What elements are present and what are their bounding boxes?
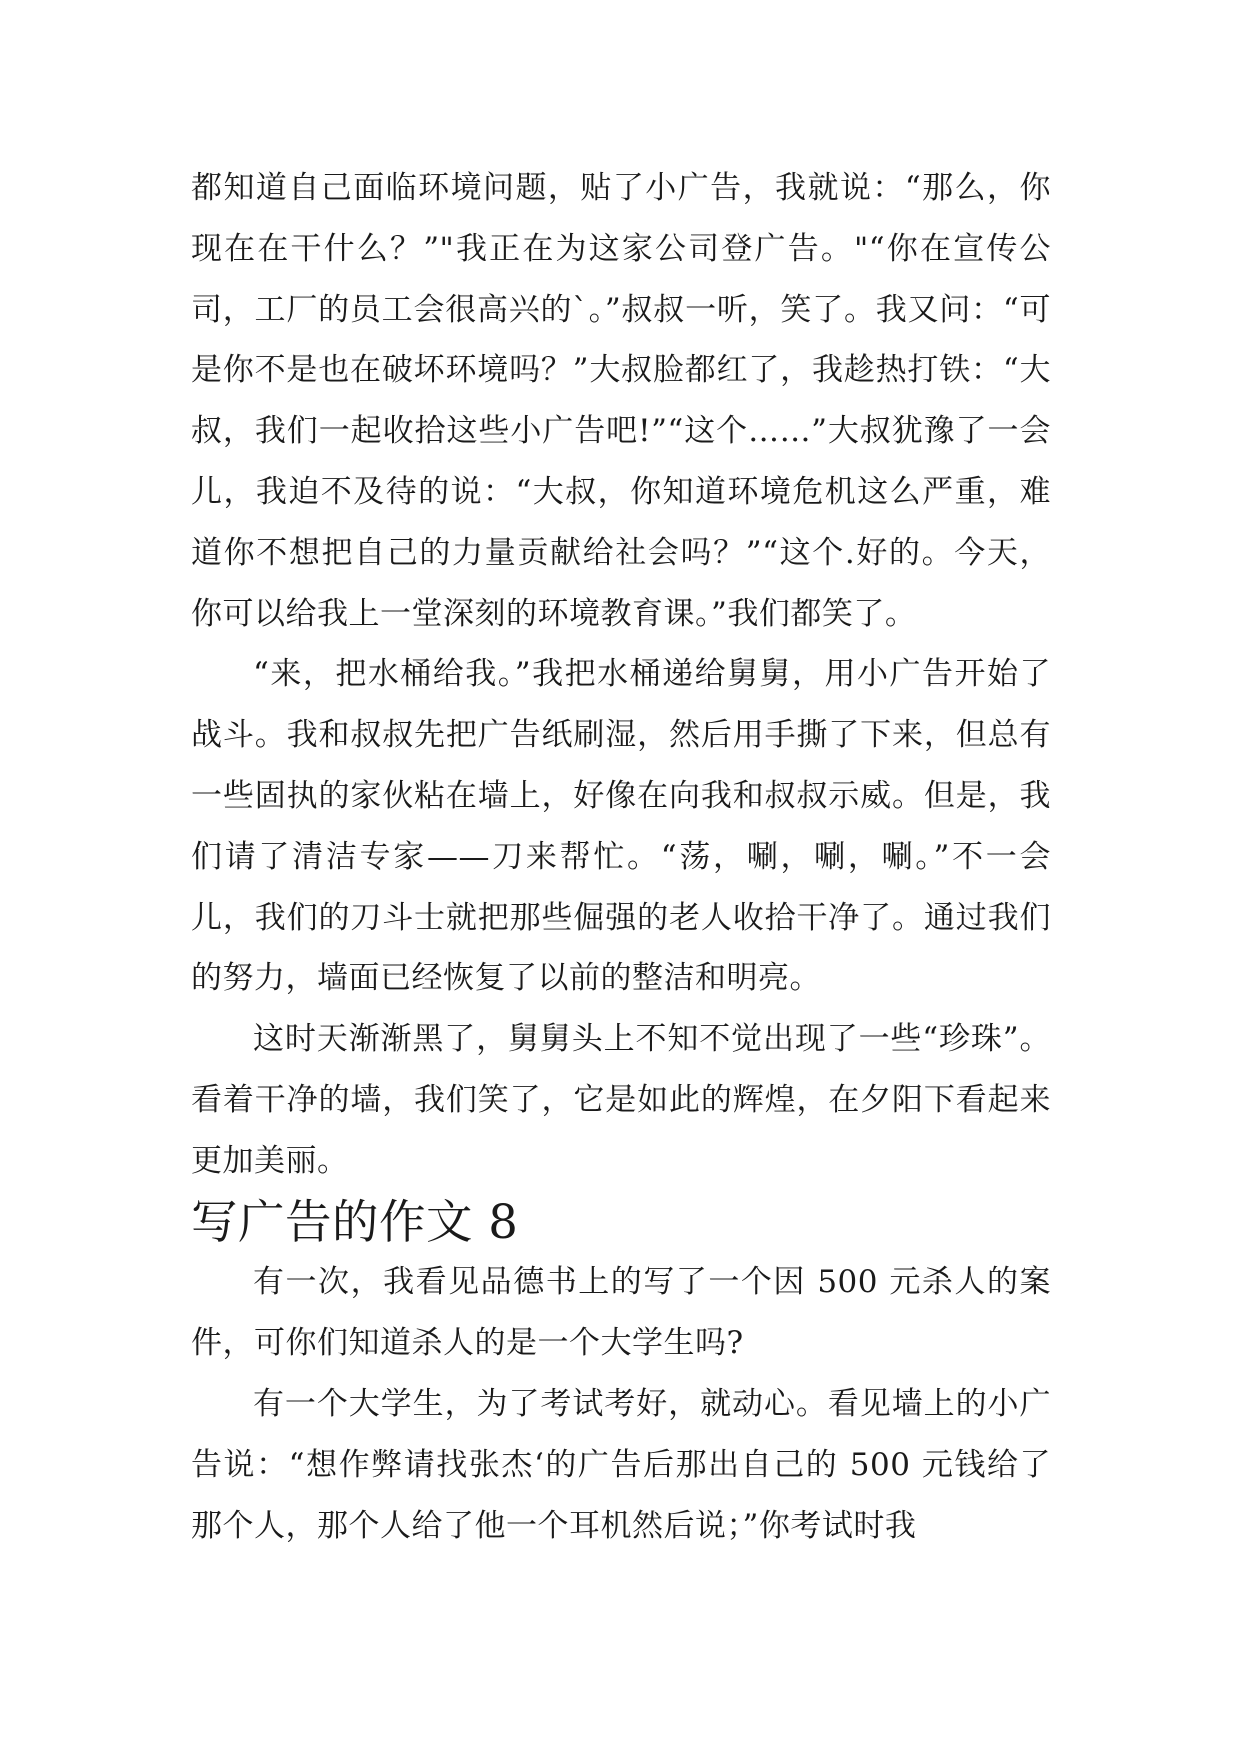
paragraph-5: 有一个大学生，为了考试考好，就动心。看见墙上的小广告说：“想作弊请找张杰‘的广告后那出自己的 500 元钱给了那个人，那个人给了他一个耳机然后说；”你考试时我 [191,1385,1051,1544]
document-body [191,158,1051,1556]
paragraph-4: 有一次，我看见品德书上的写了一个因 500 元杀人的案件，可你们知道杀人的是一个大学生吗? [191,1264,1051,1362]
paragraph-1: 都知道自己面临环境问题，贴了小广告，我就说：“那么，你现在在干什么？”"我正在为这家公司登广告。"“你在宣传公司，工厂的员工会很高兴的`。”叔叔一听，笑了。我又问：“可是你不是也在破坏环境吗？”大叔脸都红了，我趁热打铁：“大叔，我们一起收拾这些小广告吧!”“这个……”大叔犹豫了一会儿，我迫不及待的说：“大叔，你知道环境危机这么严重，难道你不想把自己的力量贡献给社会吗？”“这个.好的。今天，你可以给我上一堂深刻的环境教育课。”我们都笑了。 [191,170,1051,632]
paragraph-3: 这时天渐渐黑了，舅舅头上不知不觉出现了一些“珍珠”。看着干净的墙，我们笑了，它是如此的辉煌，在夕阳下看起来更加美丽。 [191,1021,1051,1179]
section-heading: 写广告的作文 8 [191,1194,519,1249]
paragraph-2: “来，把水桶给我。”我把水桶递给舅舅，用小广告开始了战斗。我和叔叔先把广告纸刷湿，然后用手撕了下来，但总有一些固执的家伙粘在墙上，好像在向我和叔叔示威。但是，我们请了清洁专家——刀来帮忙。“荡，唰，唰，唰。”不一会儿，我们的刀斗士就把那些倔强的老人收拾干净了。通过我们的努力，墙面已经恢复了以前的整洁和明亮。 [191,656,1051,997]
